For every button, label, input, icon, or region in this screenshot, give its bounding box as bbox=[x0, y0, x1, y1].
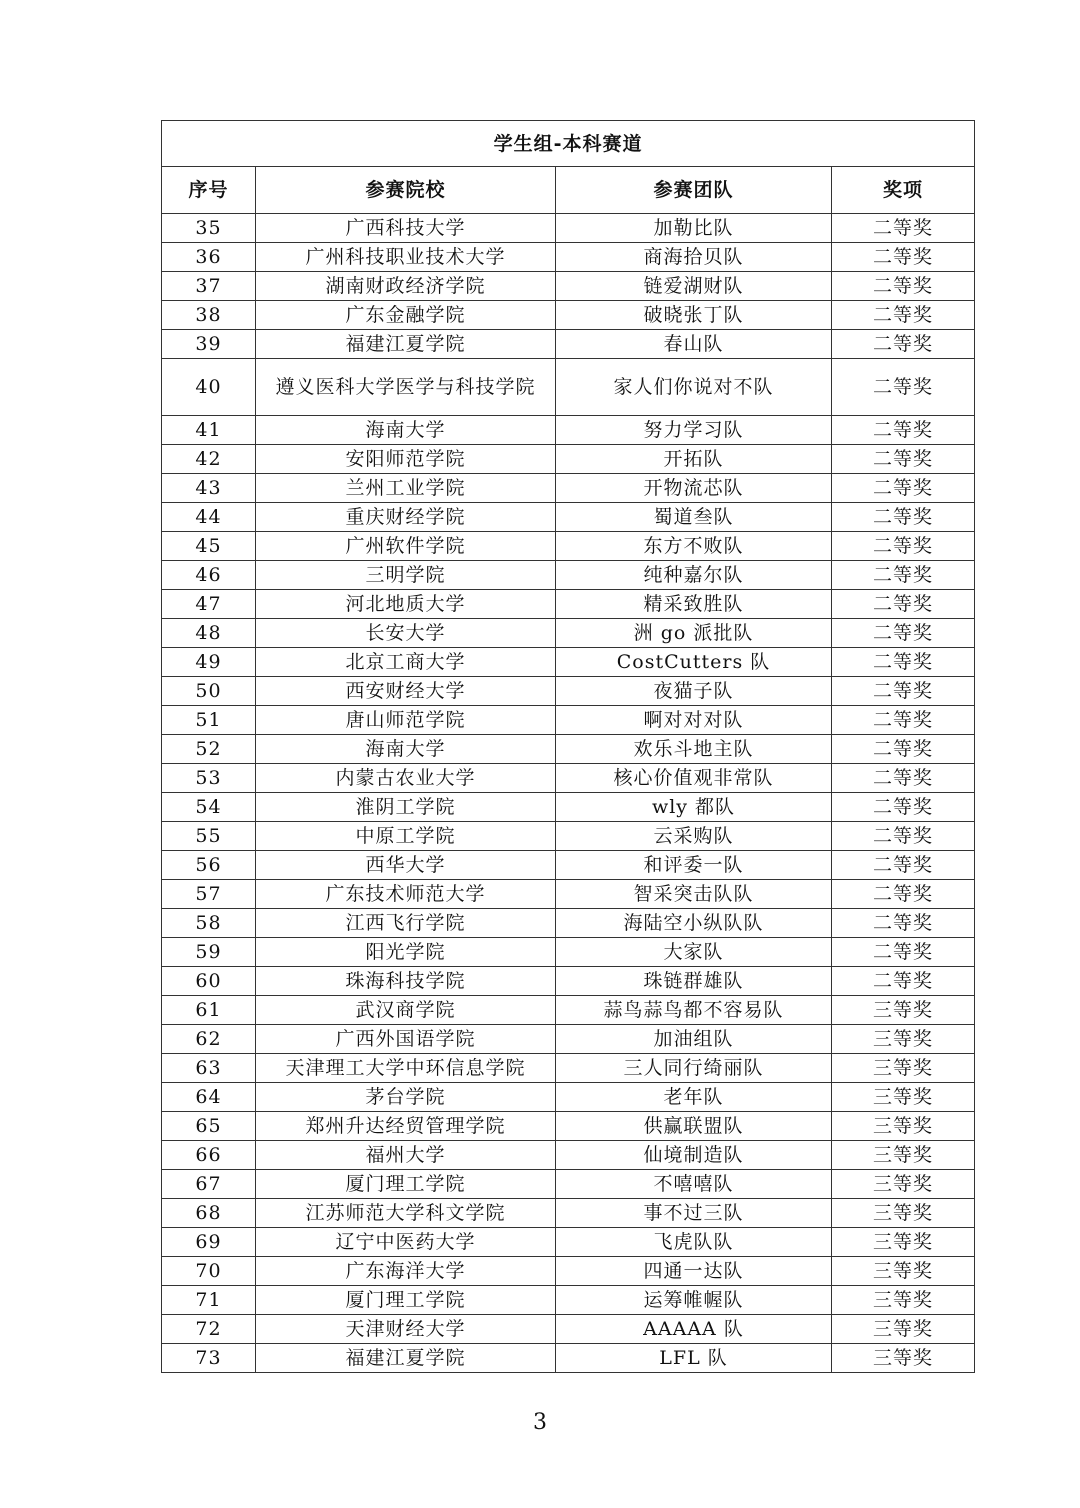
cell-team: 核心价值观非常队 bbox=[556, 764, 832, 793]
cell-team: 努力学习队 bbox=[556, 416, 832, 445]
cell-school: 海南大学 bbox=[256, 735, 556, 764]
table-row bbox=[162, 243, 975, 272]
cell-school: 广西科技大学 bbox=[256, 214, 556, 243]
cell-school: 三明学院 bbox=[256, 561, 556, 590]
cell-award: 二等奖 bbox=[832, 909, 975, 938]
table-row bbox=[162, 590, 975, 619]
cell-team: 链爱湖财队 bbox=[556, 272, 832, 301]
cell-award: 二等奖 bbox=[832, 474, 975, 503]
table-row bbox=[162, 793, 975, 822]
cell-school: 茅台学院 bbox=[256, 1083, 556, 1112]
table-row bbox=[162, 1112, 975, 1141]
cell-team: 蒜鸟蒜鸟都不容易队 bbox=[556, 996, 832, 1025]
cell-no: 65 bbox=[162, 1112, 256, 1141]
cell-award: 二等奖 bbox=[832, 301, 975, 330]
table-row bbox=[162, 445, 975, 474]
table-row bbox=[162, 764, 975, 793]
award-table bbox=[161, 120, 975, 1373]
cell-no: 72 bbox=[162, 1315, 256, 1344]
cell-award: 三等奖 bbox=[832, 1257, 975, 1286]
cell-no: 50 bbox=[162, 677, 256, 706]
cell-no: 68 bbox=[162, 1199, 256, 1228]
cell-award: 二等奖 bbox=[832, 214, 975, 243]
cell-school: 天津理工大学中环信息学院 bbox=[256, 1054, 556, 1083]
table-row bbox=[162, 1083, 975, 1112]
table-row bbox=[162, 1315, 975, 1344]
cell-team: 加油组队 bbox=[556, 1025, 832, 1054]
cell-no: 69 bbox=[162, 1228, 256, 1257]
cell-no: 49 bbox=[162, 648, 256, 677]
cell-school: 厦门理工学院 bbox=[256, 1286, 556, 1315]
cell-team: 夜猫子队 bbox=[556, 677, 832, 706]
cell-award: 二等奖 bbox=[832, 590, 975, 619]
cell-team: 智采突击队队 bbox=[556, 880, 832, 909]
table-row bbox=[162, 967, 975, 996]
cell-team: 开物流芯队 bbox=[556, 474, 832, 503]
cell-no: 39 bbox=[162, 330, 256, 359]
cell-no: 43 bbox=[162, 474, 256, 503]
cell-school: 中原工学院 bbox=[256, 822, 556, 851]
cell-award: 二等奖 bbox=[832, 445, 975, 474]
table-row bbox=[162, 880, 975, 909]
cell-no: 35 bbox=[162, 214, 256, 243]
cell-team: 珠链群雄队 bbox=[556, 967, 832, 996]
cell-team: 商海拾贝队 bbox=[556, 243, 832, 272]
cell-no: 60 bbox=[162, 967, 256, 996]
table-row bbox=[162, 561, 975, 590]
table-row bbox=[162, 330, 975, 359]
cell-no: 42 bbox=[162, 445, 256, 474]
table-row bbox=[162, 619, 975, 648]
cell-team: 洲 go 派批队 bbox=[556, 619, 832, 648]
cell-school: 郑州升达经贸管理学院 bbox=[256, 1112, 556, 1141]
cell-school: 长安大学 bbox=[256, 619, 556, 648]
cell-team: 供赢联盟队 bbox=[556, 1112, 832, 1141]
cell-team: 春山队 bbox=[556, 330, 832, 359]
cell-school: 西华大学 bbox=[256, 851, 556, 880]
cell-school: 北京工商大学 bbox=[256, 648, 556, 677]
cell-award: 三等奖 bbox=[832, 1228, 975, 1257]
cell-team: 东方不败队 bbox=[556, 532, 832, 561]
cell-no: 56 bbox=[162, 851, 256, 880]
cell-no: 64 bbox=[162, 1083, 256, 1112]
page-number: 3 bbox=[533, 1410, 547, 1435]
cell-award: 二等奖 bbox=[832, 793, 975, 822]
cell-award: 三等奖 bbox=[832, 1170, 975, 1199]
cell-award: 二等奖 bbox=[832, 359, 975, 416]
cell-no: 66 bbox=[162, 1141, 256, 1170]
cell-award: 二等奖 bbox=[832, 532, 975, 561]
cell-award: 二等奖 bbox=[832, 967, 975, 996]
table-title: 学生组-本科赛道 bbox=[162, 121, 975, 167]
cell-team: 仙境制造队 bbox=[556, 1141, 832, 1170]
cell-award: 二等奖 bbox=[832, 272, 975, 301]
cell-no: 73 bbox=[162, 1344, 256, 1373]
cell-award: 三等奖 bbox=[832, 1025, 975, 1054]
cell-team: 啊对对对队 bbox=[556, 706, 832, 735]
cell-team: 纯种嘉尔队 bbox=[556, 561, 832, 590]
cell-team: 运筹帷幄队 bbox=[556, 1286, 832, 1315]
cell-award: 二等奖 bbox=[832, 822, 975, 851]
cell-no: 70 bbox=[162, 1257, 256, 1286]
cell-team: wly 都队 bbox=[556, 793, 832, 822]
table-row bbox=[162, 474, 975, 503]
cell-award: 二等奖 bbox=[832, 243, 975, 272]
cell-award: 二等奖 bbox=[832, 619, 975, 648]
cell-no: 48 bbox=[162, 619, 256, 648]
cell-school: 阳光学院 bbox=[256, 938, 556, 967]
table-title-row bbox=[162, 121, 975, 167]
cell-school: 河北地质大学 bbox=[256, 590, 556, 619]
cell-school: 广西外国语学院 bbox=[256, 1025, 556, 1054]
cell-school: 天津财经大学 bbox=[256, 1315, 556, 1344]
cell-no: 45 bbox=[162, 532, 256, 561]
cell-school: 福建江夏学院 bbox=[256, 330, 556, 359]
cell-team: 精采致胜队 bbox=[556, 590, 832, 619]
table-row bbox=[162, 214, 975, 243]
cell-no: 44 bbox=[162, 503, 256, 532]
cell-award: 三等奖 bbox=[832, 1344, 975, 1373]
cell-no: 52 bbox=[162, 735, 256, 764]
cell-no: 46 bbox=[162, 561, 256, 590]
cell-award: 三等奖 bbox=[832, 1286, 975, 1315]
cell-school: 内蒙古农业大学 bbox=[256, 764, 556, 793]
table-row bbox=[162, 503, 975, 532]
table-row bbox=[162, 735, 975, 764]
cell-school: 广东金融学院 bbox=[256, 301, 556, 330]
cell-award: 二等奖 bbox=[832, 706, 975, 735]
table-row bbox=[162, 301, 975, 330]
table-row bbox=[162, 1344, 975, 1373]
cell-award: 三等奖 bbox=[832, 1083, 975, 1112]
cell-school: 广州科技职业技术大学 bbox=[256, 243, 556, 272]
cell-no: 51 bbox=[162, 706, 256, 735]
header-award: 奖项 bbox=[832, 167, 975, 214]
cell-school: 海南大学 bbox=[256, 416, 556, 445]
cell-team: 和评委一队 bbox=[556, 851, 832, 880]
cell-award: 三等奖 bbox=[832, 996, 975, 1025]
cell-no: 59 bbox=[162, 938, 256, 967]
cell-team: 破晓张丁队 bbox=[556, 301, 832, 330]
cell-no: 40 bbox=[162, 359, 256, 416]
cell-no: 38 bbox=[162, 301, 256, 330]
cell-school: 广东海洋大学 bbox=[256, 1257, 556, 1286]
cell-no: 62 bbox=[162, 1025, 256, 1054]
cell-school: 兰州工业学院 bbox=[256, 474, 556, 503]
cell-team: 蜀道叁队 bbox=[556, 503, 832, 532]
cell-award: 二等奖 bbox=[832, 677, 975, 706]
cell-award: 二等奖 bbox=[832, 416, 975, 445]
cell-team: 事不过三队 bbox=[556, 1199, 832, 1228]
table-row bbox=[162, 1141, 975, 1170]
cell-school: 西安财经大学 bbox=[256, 677, 556, 706]
cell-award: 三等奖 bbox=[832, 1315, 975, 1344]
header-no: 序号 bbox=[162, 167, 256, 214]
cell-school: 淮阴工学院 bbox=[256, 793, 556, 822]
cell-no: 58 bbox=[162, 909, 256, 938]
cell-team: 云采购队 bbox=[556, 822, 832, 851]
cell-award: 二等奖 bbox=[832, 561, 975, 590]
table-row bbox=[162, 996, 975, 1025]
table-row bbox=[162, 532, 975, 561]
cell-team: 加勒比队 bbox=[556, 214, 832, 243]
table-row bbox=[162, 359, 975, 416]
table-row bbox=[162, 1170, 975, 1199]
cell-team: 不嘻嘻队 bbox=[556, 1170, 832, 1199]
cell-no: 71 bbox=[162, 1286, 256, 1315]
cell-award: 二等奖 bbox=[832, 330, 975, 359]
cell-team: 欢乐斗地主队 bbox=[556, 735, 832, 764]
cell-school: 湖南财政经济学院 bbox=[256, 272, 556, 301]
cell-award: 二等奖 bbox=[832, 880, 975, 909]
cell-no: 41 bbox=[162, 416, 256, 445]
table-row bbox=[162, 706, 975, 735]
cell-team: 大家队 bbox=[556, 938, 832, 967]
cell-award: 三等奖 bbox=[832, 1112, 975, 1141]
cell-award: 三等奖 bbox=[832, 1054, 975, 1083]
table-row bbox=[162, 909, 975, 938]
cell-no: 37 bbox=[162, 272, 256, 301]
cell-award: 二等奖 bbox=[832, 764, 975, 793]
cell-no: 53 bbox=[162, 764, 256, 793]
cell-school: 福建江夏学院 bbox=[256, 1344, 556, 1373]
cell-school: 重庆财经学院 bbox=[256, 503, 556, 532]
cell-school: 唐山师范学院 bbox=[256, 706, 556, 735]
cell-award: 二等奖 bbox=[832, 648, 975, 677]
table-body bbox=[162, 214, 975, 1373]
table-row bbox=[162, 1228, 975, 1257]
cell-school: 遵义医科大学医学与科技学院 bbox=[256, 359, 556, 416]
header-school: 参赛院校 bbox=[256, 167, 556, 214]
cell-school: 珠海科技学院 bbox=[256, 967, 556, 996]
cell-school: 江西飞行学院 bbox=[256, 909, 556, 938]
table-row bbox=[162, 938, 975, 967]
cell-no: 67 bbox=[162, 1170, 256, 1199]
header-team: 参赛团队 bbox=[556, 167, 832, 214]
cell-no: 36 bbox=[162, 243, 256, 272]
cell-school: 广东技术师范大学 bbox=[256, 880, 556, 909]
cell-school: 安阳师范学院 bbox=[256, 445, 556, 474]
cell-team: CostCutters 队 bbox=[556, 648, 832, 677]
table-row bbox=[162, 1257, 975, 1286]
cell-no: 55 bbox=[162, 822, 256, 851]
cell-team: 四通一达队 bbox=[556, 1257, 832, 1286]
cell-award: 三等奖 bbox=[832, 1199, 975, 1228]
table-row bbox=[162, 1199, 975, 1228]
cell-team: 三人同行绮丽队 bbox=[556, 1054, 832, 1083]
cell-no: 47 bbox=[162, 590, 256, 619]
table-row bbox=[162, 677, 975, 706]
cell-award: 三等奖 bbox=[832, 1141, 975, 1170]
cell-school: 辽宁中医药大学 bbox=[256, 1228, 556, 1257]
cell-school: 江苏师范大学科文学院 bbox=[256, 1199, 556, 1228]
cell-school: 武汉商学院 bbox=[256, 996, 556, 1025]
cell-award: 二等奖 bbox=[832, 851, 975, 880]
cell-no: 63 bbox=[162, 1054, 256, 1083]
cell-award: 二等奖 bbox=[832, 735, 975, 764]
cell-school: 广州软件学院 bbox=[256, 532, 556, 561]
cell-no: 61 bbox=[162, 996, 256, 1025]
table-header-row bbox=[162, 167, 975, 214]
table-row bbox=[162, 1286, 975, 1315]
cell-team: 老年队 bbox=[556, 1083, 832, 1112]
cell-team: 家人们你说对不队 bbox=[556, 359, 832, 416]
table-row bbox=[162, 851, 975, 880]
table-row bbox=[162, 648, 975, 677]
cell-school: 厦门理工学院 bbox=[256, 1170, 556, 1199]
cell-team: 飞虎队队 bbox=[556, 1228, 832, 1257]
cell-award: 二等奖 bbox=[832, 938, 975, 967]
table-row bbox=[162, 1025, 975, 1054]
cell-team: AAAAA 队 bbox=[556, 1315, 832, 1344]
cell-award: 二等奖 bbox=[832, 503, 975, 532]
cell-team: LFL 队 bbox=[556, 1344, 832, 1373]
cell-school: 福州大学 bbox=[256, 1141, 556, 1170]
cell-no: 57 bbox=[162, 880, 256, 909]
table-row bbox=[162, 822, 975, 851]
cell-team: 开拓队 bbox=[556, 445, 832, 474]
cell-no: 54 bbox=[162, 793, 256, 822]
table-row bbox=[162, 272, 975, 301]
table-row bbox=[162, 1054, 975, 1083]
cell-team: 海陆空小纵队队 bbox=[556, 909, 832, 938]
table-row bbox=[162, 416, 975, 445]
